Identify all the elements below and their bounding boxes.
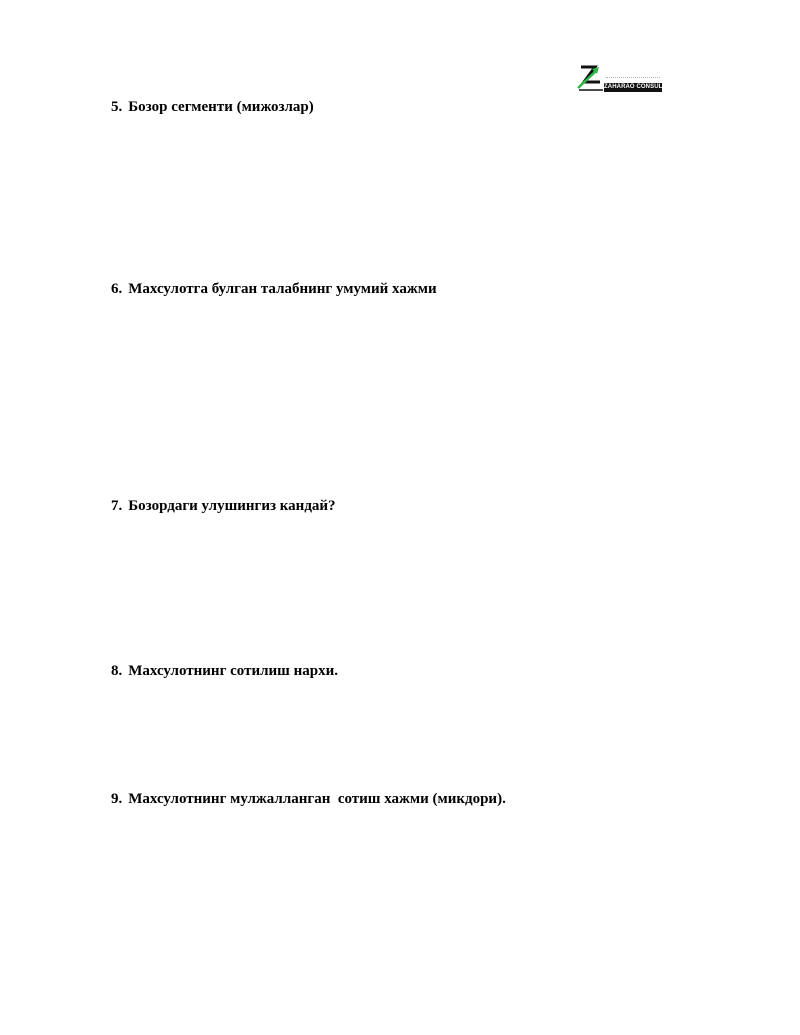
question-number: 6.	[111, 281, 123, 297]
question-9	[111, 790, 506, 808]
question-8	[111, 662, 338, 680]
question-number: 8.	[111, 663, 123, 679]
question-number: 9.	[111, 791, 123, 807]
question-text: Махсулотнинг сотилиш нархи.	[128, 663, 338, 679]
logo-text: ZAHARAO CONSULTING	[604, 84, 677, 90]
question-text: Махсулотнинг мулжалланган сотиш хажми (микдори).	[128, 791, 506, 807]
question-text: Бозордаги улушингиз кандай?	[128, 498, 336, 514]
question-number: 5.	[111, 99, 123, 115]
logo-tagline	[606, 77, 660, 80]
question-6	[111, 280, 437, 298]
company-logo	[578, 64, 677, 94]
question-text: Бозор сегменти (мижозлар)	[128, 99, 314, 115]
question-number: 7.	[111, 498, 123, 514]
question-text: Махсулотга булган талабнинг умумий хажми	[128, 281, 437, 297]
question-5	[111, 98, 314, 116]
question-7	[111, 497, 336, 515]
